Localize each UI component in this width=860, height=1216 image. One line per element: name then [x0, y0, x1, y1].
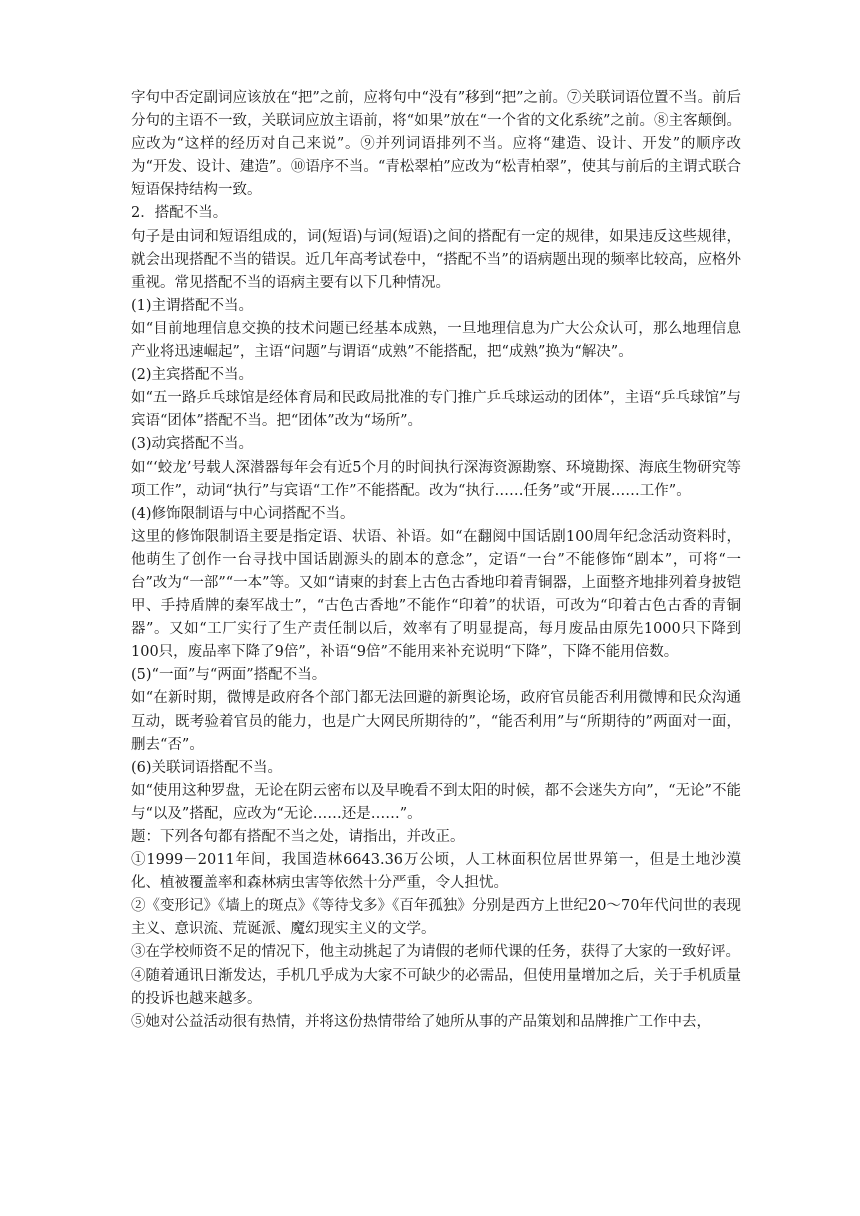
subheading-one-two-sides: (5)“一面”与“两面”搭配不当。: [131, 667, 327, 684]
exercise-item-3: ③在学校师资不足的情况下，他主动挑起了为请假的老师代课的任务，获得了大家的一致好评。: [131, 944, 740, 961]
subheading-verb-object: (3)动宾搭配不当。: [131, 436, 254, 453]
subheading-conjunction: (6)关联词语搭配不当。: [131, 759, 283, 776]
subheading-subject-predicate: (1)主谓搭配不当。: [131, 297, 254, 314]
exercise-item-2: ②《变形记》《墙上的斑点》《等待戈多》《百年孤独》分别是西方上世纪20～70年代问世的表现主义、意识流、荒诞派、魔幻现实主义的文学。: [131, 898, 741, 938]
exercise-item-5: ⑤她对公益活动很有热情，并将这份热情带给了她所从事的产品策划和品牌推广工作中去，: [131, 1013, 711, 1030]
example-modifier: 这里的修饰限制语主要是指定语、状语、补语。如“在翻阅中国话剧100周年纪念活动资料时，他萌生了创作一台寻找中国话剧源头的剧本的意念”，定语“一台”不能修饰“剧本”，可将“一台”改为“一部”“一本”等。又如“请柬的封套上古色古香地印着青铜器，上面整齐地排列着身披铠甲、手持盾牌的秦军战士”，“古色古香地”不能作“印着”的状语，可改为“印着古色古香的青铜器”。又如“工厂实行了生产责任制以后，效率有了明显提高，每月废品由原先1000只下降到100只，废品率下降了9倍”，补语“9倍”不能用来补充说明“下降”，下降不能用倍数。: [131, 528, 741, 661]
example-one-two-sides: 如“在新时期，微博是政府各个部门都无法回避的新舆论场，政府官员能否利用微博和民众沟通互动，既考验着官员的能力，也是广大网民所期待的”，“能否利用”与“所期待的”两面对一面，删去“否”。: [131, 690, 741, 753]
exercise-item-1: ①1999－2011年间，我国造林6643.36万公顷，人工林面积位居世界第一，但是土地沙漠化、植被覆盖率和森林病虫害等依然十分严重，令人担忧。: [131, 852, 741, 892]
document-page: [131, 87, 741, 1034]
subheading-subject-object: (2)主宾搭配不当。: [131, 367, 254, 384]
example-conjunction: 如“使用这种罗盘，无论在阴云密布以及早晚看不到太阳的时候，都不会迷失方向”，“无论”不能与“以及”搭配，应改为“无论……还是……”。: [131, 782, 741, 822]
example-subject-predicate: 如“目前地理信息交换的技术问题已经基本成熟，一旦地理信息为广大公众认可，那么地理信息产业将迅速崛起”，主语“问题”与谓语“成熟”不能搭配，把“成熟”换为“解决”。: [131, 320, 741, 361]
paragraph-answer-continuation: 字句中否定副词应该放在“把”之前，应将句中“没有”移到“把”之前。⑦关联词语位置不当。前后分句的主语不一致，关联词应放主语前，将“如果”放在“一个省的文化系统”之前。⑧主客颠倒。应改为“这样的经历对自己来说”。⑨并列词语排列不当。应将“建造、设计、开发”的顺序改为“开发、设计、建造”。⑩语序不当。“青松翠柏”应改为“松青柏翠”，使其与前后的主谓式联合短语保持结构一致。: [131, 90, 741, 199]
exercise-prompt: 题：下列各句都有搭配不当之处，请指出，并改正。: [131, 829, 465, 845]
section-heading-collocation: 2．搭配不当。: [131, 205, 228, 222]
paragraph-intro: 句子是由词和短语组成的，词(短语)与词(短语)之间的搭配有一定的规律，如果违反这些规律，就会出现搭配不当的错误。近几年高考试卷中，“搭配不当”的语病题出现的频率比较高，应格外重视。常见搭配不当的语病主要有以下几种情况。: [131, 228, 741, 291]
exercise-item-4: ④随着通讯日渐发达，手机几乎成为大家不可缺少的必需品，但使用量增加之后，关于手机质量的投诉也越来越多。: [131, 967, 741, 1007]
example-verb-object: 如“‘蛟龙’号载人深潜器每年会有近5个月的时间执行深海资源勘察、环境勘探、海底生物研究等项工作”，动词“执行”与宾语“工作”不能搭配。改为“执行……任务”或“开展……工作”。: [131, 459, 741, 499]
example-subject-object: 如“五一路乒乓球馆是经体育局和民政局批准的专门推广乒乓球运动的团体”，主语“乒乓球馆”与宾语“团体”搭配不当。把“团体”改为“场所”。: [131, 390, 741, 430]
subheading-modifier: (4)修饰限制语与中心词搭配不当。: [131, 505, 355, 522]
